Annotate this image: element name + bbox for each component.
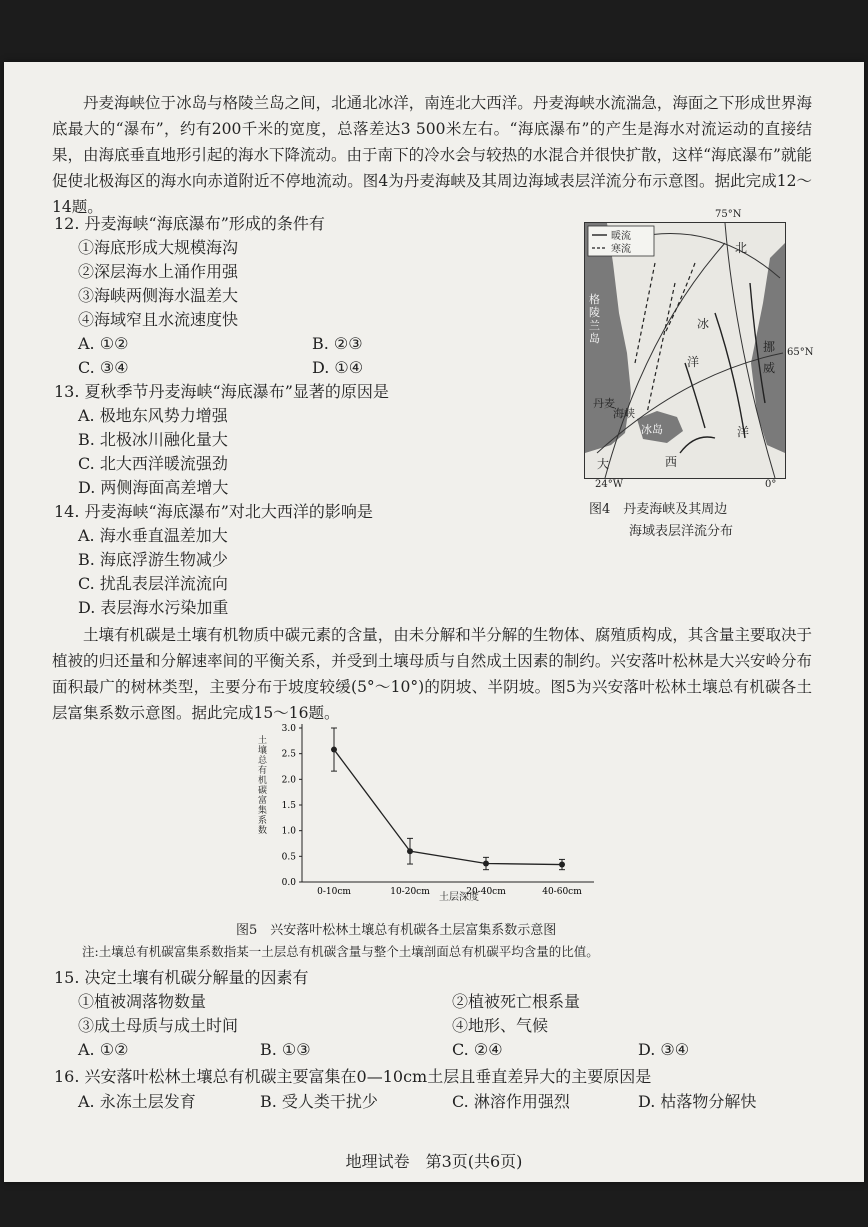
map-label-north: 北 <box>735 241 748 255</box>
chart-point <box>407 848 413 854</box>
q12-item-4: ④海域窄且水流速度快 <box>78 310 239 329</box>
q12-item-2: ②深层海水上涌作用强 <box>78 262 239 281</box>
q13-option-c: C. 北大西洋暖流强劲 <box>78 454 228 473</box>
chart-x-tick-label: 10-20cm <box>390 887 430 897</box>
chart-y-tick-label: 3.0 <box>281 724 296 734</box>
lon-0-label: 0° <box>765 479 777 490</box>
question-12-stem: 12. 丹麦海峡“海底瀑布”形成的条件有 <box>54 214 325 233</box>
page-footer: 地理试卷 第3页(共6页) <box>345 1152 523 1171</box>
q15-option-c: C. ②④ <box>452 1040 503 1059</box>
q15-option-d: D. ③④ <box>638 1040 690 1059</box>
q15-option-a: A. ①② <box>78 1040 129 1059</box>
passage-soil-carbon: 土壤有机碳是土壤有机物质中碳元素的含量，由未分解和半分解的生物体、腐殖质构成，其含量主要取决于植被的归还量和分解速率间的平衡关系，并受到土壤母质与自然成土因素的制约。兴安落叶松林是大兴安岭分布面积最广的树林类型，主要分布于坡度较缓(5°～10°)的阴坡、半阴坡。图5为兴安落叶松林土壤总有机碳各土层富集系数示意图。据此完成15～16题。 <box>52 626 812 722</box>
figure-4-caption-2: 海域表层洋流分布 <box>629 524 734 539</box>
chart-y-axis-label: 土壤总有机碳富集系数 <box>258 736 268 836</box>
q14-option-c: C. 扰乱表层洋流流向 <box>78 574 228 593</box>
q16-option-b: B. 受人类干扰少 <box>260 1092 378 1111</box>
map-label-denmark: 丹麦 <box>593 397 615 410</box>
map-label-iceland: 冰岛 <box>641 423 663 436</box>
question-15-stem: 15. 决定土壤有机碳分解量的因素有 <box>54 968 309 987</box>
lat-75-label: 75°N <box>715 209 742 220</box>
q12-option-a: A. ①② <box>78 334 129 353</box>
q12-item-1: ①海底形成大规模海沟 <box>78 238 239 257</box>
q13-option-a: A. 极地东风势力增强 <box>78 406 228 425</box>
passage-danish-strait: 丹麦海峡位于冰岛与格陵兰岛之间，北通北冰洋，南连北大西洋。丹麦海峡水流湍急，海面之下形成世界海底最大的“瀑布”，约有200千米的宽度，总落差达3 500米左右。“海底瀑布”的产生是海水对流运动的直接结果，由海底垂直地形引起的海水下降流动。由于南下的冷水会与较热的水混合并很快扩散，这样“海底瀑布”就能促使北极海区的海水向赤道附近不停地流动。图4为丹麦海峡及其周边海域表层洋流分布示意图。据此完成12～14题。 <box>52 94 812 216</box>
q13-option-b: B. 北极冰川融化量大 <box>78 430 228 449</box>
q12-option-d: D. ①④ <box>312 358 364 377</box>
q16-option-d: D. 枯落物分解快 <box>638 1092 757 1111</box>
figure-5-caption: 图5 兴安落叶松林土壤总有机碳各土层富集系数示意图 <box>236 923 557 938</box>
figure-5-note: 注:土壤总有机碳富集系数指某一土层总有机碳含量与整个土壤剖面总有机碳平均含量的比值。 <box>82 944 599 959</box>
map-label-ice: 冰 <box>697 317 710 331</box>
greenland-label: 格陵兰岛 <box>589 293 600 345</box>
chart-x-tick-label: 40-60cm <box>542 887 582 897</box>
map-label-da: 大 <box>597 457 610 471</box>
question-16-stem: 16. 兴安落叶松林土壤总有机碳主要富集在0—10cm土层且垂直差异大的主要原因是 <box>54 1067 652 1086</box>
chart-y-tick-label: 1.5 <box>281 801 296 811</box>
exam-page <box>4 62 864 1182</box>
map-label-norway-2: 威 <box>763 361 776 375</box>
chart-y-tick-label: 1.0 <box>281 826 296 837</box>
ocean-current-map <box>585 223 785 478</box>
map-label-strait: 海峡 <box>613 407 635 420</box>
chart-x-tick-label: 0-10cm <box>317 887 351 897</box>
chart-x-axis-label: 土层深度 <box>439 892 479 903</box>
chart-x-tick-label: 20-40cm <box>466 887 506 897</box>
question-14-stem: 14. 丹麦海峡“海底瀑布”对北大西洋的影响是 <box>54 502 373 521</box>
q16-option-a: A. 永冻土层发育 <box>78 1092 196 1111</box>
q14-option-a: A. 海水垂直温差加大 <box>78 526 228 545</box>
legend-cold-label: 寒流 <box>611 244 631 255</box>
q12-option-c: C. ③④ <box>78 358 129 377</box>
chart-point <box>483 861 489 867</box>
question-13-stem: 13. 夏秋季节丹麦海峡“海底瀑布”显著的原因是 <box>54 382 389 401</box>
q12-option-b: B. ②③ <box>312 334 363 353</box>
map-label-ocean: 洋 <box>687 355 700 369</box>
enrichment-chart <box>254 716 604 906</box>
figure-5-chart <box>254 716 604 906</box>
q15-option-b: B. ①③ <box>260 1040 311 1059</box>
chart-point <box>559 862 565 868</box>
figure-4-caption-1: 图4 丹麦海峡及其周边 <box>589 502 728 517</box>
q15-item-3: ③成土母质与成土时间 <box>78 1016 239 1035</box>
q14-option-b: B. 海底浮游生物减少 <box>78 550 228 569</box>
q15-item-1: ①植被凋落物数量 <box>78 992 207 1011</box>
lon-24w-label: 24°W <box>595 479 624 490</box>
chart-point <box>331 747 337 753</box>
q12-item-3: ③海峡两侧海水温差大 <box>78 286 239 305</box>
legend-warm-label: 暖流 <box>611 231 631 242</box>
map-label-ocean-2: 洋 <box>737 425 750 439</box>
q13-option-d: D. 两侧海面高差增大 <box>78 478 229 497</box>
lat-65-label: 65°N <box>787 347 814 358</box>
q16-option-c: C. 淋溶作用强烈 <box>452 1092 570 1111</box>
q14-option-d: D. 表层海水污染加重 <box>78 598 229 617</box>
chart-y-tick-label: 2.0 <box>281 775 296 786</box>
chart-y-tick-label: 0.5 <box>281 852 296 863</box>
map-label-xi: 西 <box>665 455 678 469</box>
chart-y-tick-label: 0.0 <box>281 878 296 888</box>
figure-4-map <box>584 209 814 490</box>
chart-y-tick-label: 2.5 <box>281 749 296 760</box>
q15-item-2: ②植被死亡根系量 <box>452 992 581 1011</box>
map-label-norway-1: 挪 <box>763 340 776 354</box>
q15-item-4: ④地形、气候 <box>452 1016 549 1035</box>
chart-series-line <box>334 750 562 865</box>
